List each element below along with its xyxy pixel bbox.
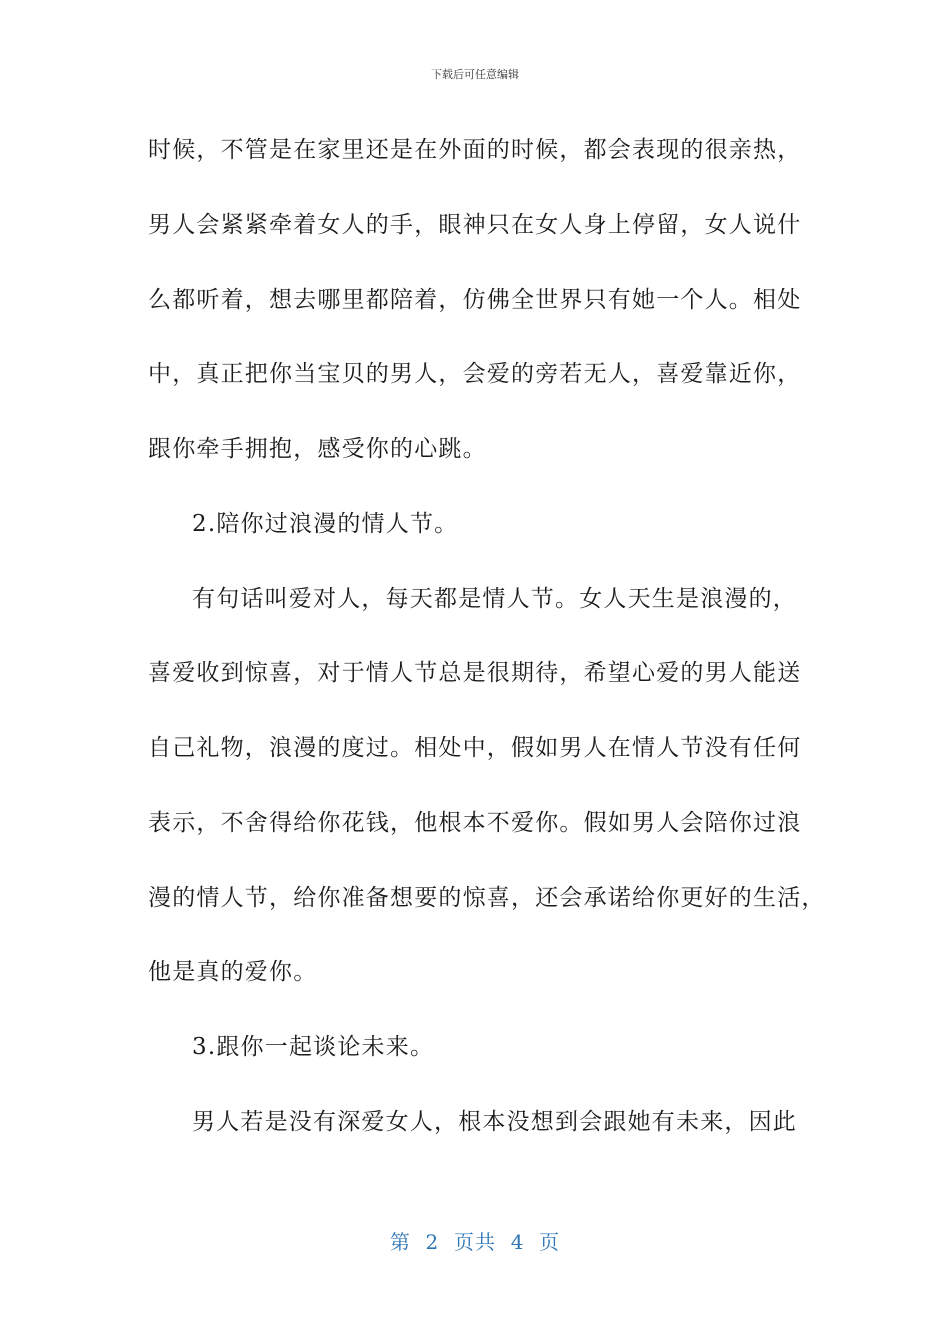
page-number-footer: 第 2 页共 4 页 [389,1230,561,1254]
body-line: 男人若是没有深爱女人，根本没想到会跟她有未来，因此 [192,1109,797,1135]
body-line: 中，真正把你当宝贝的男人，会爱的旁若无人，喜爱靠近你， [148,361,802,387]
body-line: 有句话叫爱对人，每天都是情人节。女人天生是浪漫的， [192,586,797,612]
page-header: 下载后可任意编辑 [431,68,519,81]
body-line: 跟你牵手拥抱，感受你的心跳。 [148,436,487,462]
body-line: 么都听着，想去哪里都陪着，仿佛全世界只有她一个人。相处 [148,287,802,313]
section-heading: 3.跟你一起谈论未来。 [192,1034,435,1060]
body-line: 漫的情人节，给你准备想要的惊喜，还会承诺给你更好的生活， [148,885,826,911]
body-line: 自己礼物，浪漫的度过。相处中，假如男人在情人节没有任何 [148,735,802,761]
body-line: 喜爱收到惊喜，对于情人节总是很期待，希望心爱的男人能送 [148,660,802,686]
body-line: 表示，不舍得给你花钱，他根本不爱你。假如男人会陪你过浪 [148,810,802,836]
body-line: 他是真的爱你。 [148,959,318,985]
body-line: 时候，不管是在家里还是在外面的时候，都会表现的很亲热， [148,137,802,163]
body-line: 男人会紧紧牵着女人的手，眼神只在女人身上停留，女人说什 [148,212,802,238]
section-heading: 2.陪你过浪漫的情人节。 [192,511,459,537]
